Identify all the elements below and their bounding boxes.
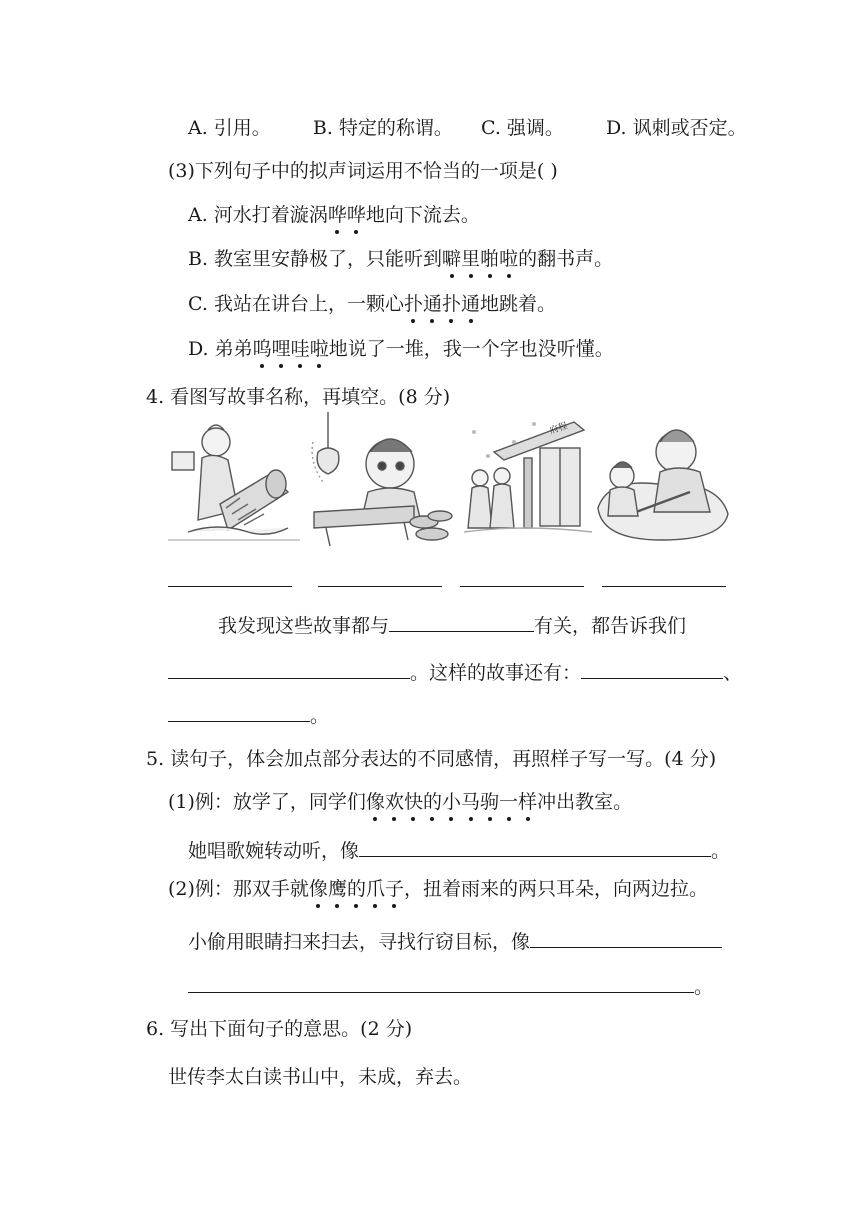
emphasis-char: 哇 [290,338,310,360]
story-name-blank-4[interactable] [602,586,726,587]
q2-options-row [188,115,747,141]
boy-reading-bamboo-scroll-icon [168,412,300,552]
emphasis-char: 呜 [252,338,272,360]
emphasis-char: 鹰 [327,878,347,900]
emphasis-char: 子 [384,878,404,900]
simile-blank-2b[interactable] [188,972,694,993]
q5-task-1: 她唱歌婉转动听，像 。 [188,836,730,864]
sub3-option-c: C. 我站在讲台上，一颗心扑通扑通地跳着。 [188,293,557,315]
emphasis-char: 啦 [309,338,329,360]
emphasis-char: 啦 [499,248,519,270]
story-image-2 [308,412,458,552]
gate-sign: 府程 [548,421,570,437]
emphasis-char: 通 [461,293,481,315]
q5-example-1: (1)例：放学了，同学们像欢快的小马驹一样冲出教室。 [168,791,633,813]
emphasis-char: 小 [441,791,461,813]
option-b: B. 特定的称谓。 [312,117,453,139]
story-name-blank-3[interactable] [460,586,584,587]
emphasis-char: 样 [518,791,538,813]
boy-with-hanging-hair-and-books-icon [308,412,458,552]
story-image-1 [168,412,300,552]
emphasis-char: 哩 [271,338,291,360]
other-story-blank-2[interactable] [168,701,310,722]
simile-blank-2a[interactable] [530,927,722,948]
students-standing-in-snow-at-gate-icon [464,412,592,552]
option-c: C. 强调。 [480,117,564,139]
q4-fill-line-2: 。这样的故事还有： 、 [168,658,742,686]
story-name-blank-1[interactable] [168,586,292,587]
emphasis-char: 噼 [442,248,462,270]
sub3-stem: (3)下列句子中的拟声词运用不恰当的一项是( ) [168,160,558,182]
emphasis-char: 的 [346,878,366,900]
option-a: A. 引用。 [188,117,271,139]
emphasis-char: 爪 [365,878,385,900]
q5-title: 5. 读句子，体会加点部分表达的不同感情，再照样子写一写。(4 分) [146,748,717,770]
q5-task-2-continued: 。 [188,972,713,1000]
option-d: D. 讽刺或否定。 [605,117,747,139]
q4-title: 4. 看图写故事名称，再填空。(8 分) [146,386,451,408]
q4-fill-line-3: 。 [168,701,329,729]
q4-fill-line-1: 我发现这些故事都与 有关，都告诉我们 [218,611,686,639]
simile-blank-1[interactable] [359,836,711,857]
sub3-option-b: B. 教室里安静极了，只能听到噼里啪啦的翻书声。 [188,248,614,270]
lesson-blank[interactable] [168,658,410,679]
emphasis-char: 里 [461,248,481,270]
other-story-blank-1[interactable] [581,658,723,679]
q5-task-2: 小偷用眼睛扫来扫去，寻找行窃目标，像 [188,927,722,955]
emphasis-char: 欢 [384,791,404,813]
emphasis-char: 哗 [346,204,366,226]
grandmother-grinding-iron-rod-icon [596,412,730,552]
emphasis-char: 像 [308,878,328,900]
q5-example-2: (2)例：那双手就像鹰的爪子，扭着雨来的两只耳朵，向两边拉。 [168,878,709,900]
emphasis-char: 啪 [480,248,500,270]
emphasis-char: 驹 [480,791,500,813]
story-image-3 [464,412,592,552]
q6-title: 6. 写出下面句子的意思。(2 分) [146,1018,413,1040]
story-name-blank-2[interactable] [318,586,442,587]
emphasis-char: 扑 [441,293,461,315]
sub3-option-a: A. 河水打着漩涡哗哗地向下流去。 [188,204,480,226]
emphasis-char: 通 [422,293,442,315]
theme-blank[interactable] [389,611,534,632]
emphasis-char: 一 [499,791,519,813]
emphasis-char: 像 [365,791,385,813]
emphasis-char: 扑 [403,293,423,315]
emphasis-char: 哗 [327,204,347,226]
emphasis-char: 马 [461,791,481,813]
sub3-option-d: D. 弟弟呜哩哇啦地说了一堆，我一个字也没听懂。 [188,338,614,360]
emphasis-char: 快 [403,791,423,813]
q6-sentence: 世传李太白读书山中，未成，弃去。 [168,1066,473,1088]
emphasis-char: 的 [422,791,442,813]
story-image-4 [596,412,730,552]
